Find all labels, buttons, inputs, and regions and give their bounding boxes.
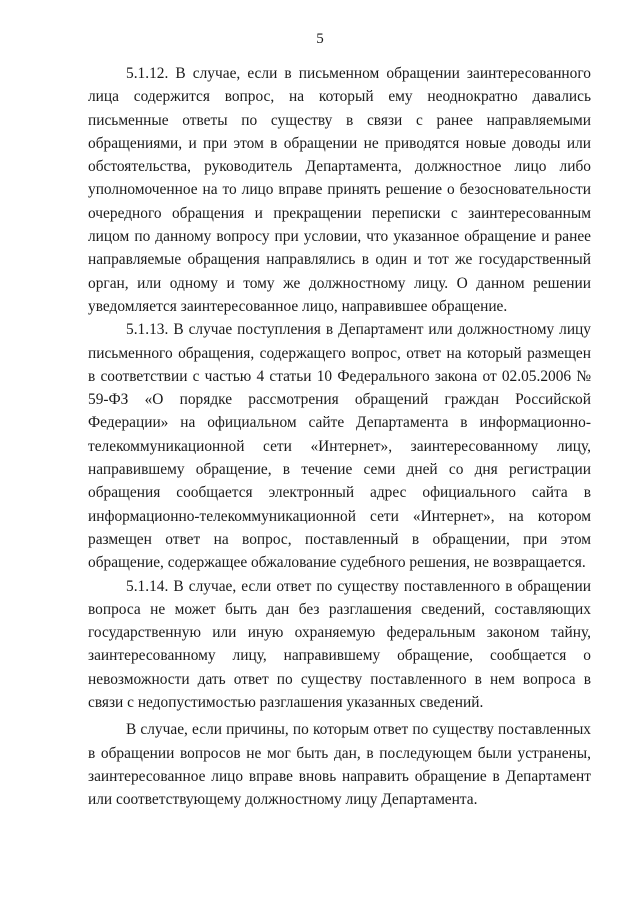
paragraph-5-1-12: 5.1.12. В случае, если в письменном обращении заинтересованного лица содержится вопрос, на который ему неоднократно давались письменные ответы по существу в связи с ранее направляемыми обращениями, и при этом в обращении не приводятся новые доводы или обстоятельства, руководитель Департамента, должностное лицо либо уполномоченное на то лицо вправе принять решение о безосновательности очередного обращения и прекращении переписки с заинтересованным лицом по данному вопросу при условии, что указанное обращение и ранее направляемые обращения направлялись в один и тот же государственный орган, или одному и тому же должностному лицу. О данном решении уведомляется заинтересованное лицо, направившее обращение. [88,65,591,315]
paragraph-resubmission: В случае, если причины, по которым ответ по существу поставленных в обращении вопросов не мог быть дан, в последующем были устранены, заинтересованное лицо вправе вновь направить обращение в Департамент или соответствующему должностному лицу Департамента. [88,721,591,809]
paragraph-5-1-13: 5.1.13. В случае поступления в Департамент или должностному лицу письменного обращения, содержащего вопрос, ответ на который размещен в соответствии с частью 4 статьи 10 Федерального закона от 02.05.2006 № 59-ФЗ «О порядке рассмотрения обращений граждан Российской Федерации» на официальном сайте Департамента в информационно-телекоммуникационной сети «Интернет», заинтересованному лицу, направившему обращение, в течение семи дней со дня регистрации обращения сообщается электронный адрес официального сайта в информационно-телекоммуникационной сети «Интернет», на котором размещен ответ на вопрос, поставленный в обращении, при этом обращение, содержащее обжалование судебного решения, не возвращается. [88,321,591,572]
paragraph-5-1-14: 5.1.14. В случае, если ответ по существу поставленного в обращении вопроса не может быть дан без разглашения сведений, составляющих государственную или иную охраняемую федеральным законом тайну, заинтересованному лицу, направившему обращение, сообщается о невозможности дать ответ по существу поставленного в нем вопроса в связи с недопустимостью разглашения указанных сведений. [88,577,591,712]
page-number: 5 [316,31,324,47]
document-body [88,62,591,812]
